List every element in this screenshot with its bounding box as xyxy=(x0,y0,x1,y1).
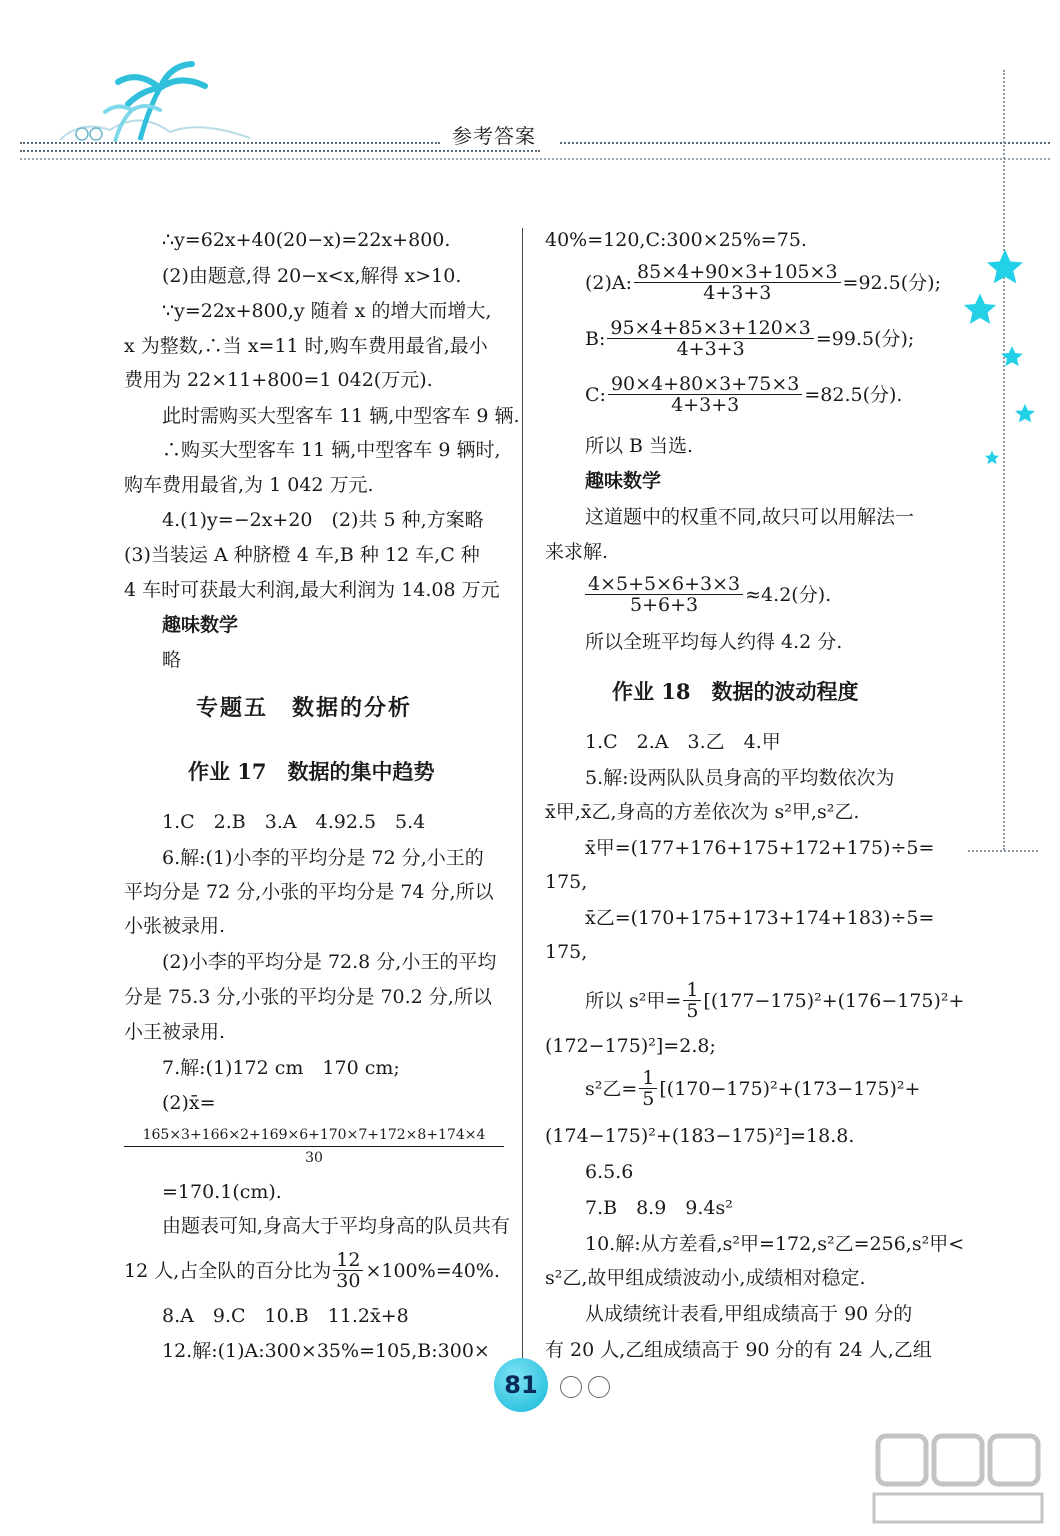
fraction-numerator: 90×4+80×3+75×3 xyxy=(608,374,802,395)
text-line: ∴y=62x+40(20−x)=22x+800. xyxy=(162,229,451,251)
palm-tree-icon xyxy=(20,60,280,150)
assignment-title: 作业 17 数据的集中趋势 xyxy=(188,759,435,784)
text-line: 所以 B 当选. xyxy=(585,435,694,457)
text-line: 40%=120,C:300×25%=75. xyxy=(545,229,807,251)
text-segment: (2)A: xyxy=(585,271,633,294)
formula-line xyxy=(585,374,902,415)
text-segment: C: xyxy=(585,383,606,406)
text-segment: 12 人,占全队的百分比为 xyxy=(124,1259,332,1282)
text-line: 分是 75.3 分,小张的平均分是 70.2 分,所以 xyxy=(124,986,492,1008)
text-line: 小张被录用. xyxy=(124,915,226,937)
text-line: 这道题中的权重不同,故只可以用解法一 xyxy=(585,506,915,528)
text-line: x̄乙=(170+175+173+174+183)÷5= xyxy=(585,907,935,929)
text-line: 购车费用最省,为 1 042 万元. xyxy=(124,474,374,496)
fraction xyxy=(333,1250,363,1291)
text-line: ∴购买大型客车 11 辆,中型客车 9 辆时, xyxy=(162,439,501,461)
text-segment: 所以 s²甲= xyxy=(585,989,682,1012)
text-segment: =82.5(分). xyxy=(804,383,903,406)
answer-line: 1.C 2.B 3.A 4.92.5 5.4 xyxy=(162,811,426,833)
text-line: x̄甲=(177+176+175+172+175)÷5= xyxy=(585,837,935,859)
answer-line: 7.B 8.9 9.4s² xyxy=(585,1197,733,1219)
decorative-ring xyxy=(560,1376,582,1398)
text-line: 费用为 22×11+800=1 042(万元). xyxy=(124,369,433,391)
star-icon xyxy=(1000,345,1024,369)
fraction-denominator: 4+3+3 xyxy=(676,338,745,360)
text-line: ∵y=22x+800,y 随着 x 的增大而增大, xyxy=(162,300,492,322)
text-segment: =99.5(分); xyxy=(815,327,915,350)
answer-line: 1.C 2.A 3.乙 4.甲 xyxy=(585,731,781,753)
text-segment: ×100%=40%. xyxy=(365,1259,500,1282)
star-icon xyxy=(984,450,1000,466)
text-line: 175, xyxy=(545,871,588,893)
fraction-numerator: 85×4+90×3+105×3 xyxy=(634,262,840,283)
fraction xyxy=(634,262,840,303)
text-line: 有 20 人,乙组成绩高于 90 分的有 24 人,乙组 xyxy=(545,1339,932,1361)
watermark-logo xyxy=(868,1428,1048,1528)
fraction xyxy=(585,574,743,615)
answer-line: 6.5.6 xyxy=(585,1161,634,1183)
text-line: 所以全班平均每人约得 4.2 分. xyxy=(585,631,843,653)
text-line: 此时需购买大型客车 11 辆,中型客车 9 辆. xyxy=(162,405,520,427)
text-line: 6.解:(1)小李的平均分是 72 分,小王的 xyxy=(162,847,484,869)
text-line: (3)当装运 A 种脐橙 4 车,B 种 12 车,C 种 xyxy=(124,544,480,566)
text-line: 平均分是 72 分,小张的平均分是 74 分,所以 xyxy=(124,881,494,903)
text-line xyxy=(124,1250,500,1291)
fraction-denominator: 4+3+3 xyxy=(703,282,772,304)
subheading: 趣味数学 xyxy=(585,470,662,492)
star-icon xyxy=(985,248,1025,288)
text-line: s²乙,故甲组成绩波动小,成绩相对稳定. xyxy=(545,1267,866,1289)
text-line: (172−175)²]=2.8; xyxy=(545,1035,716,1057)
text-line: 由题表可知,身高大于平均身高的队员共有 xyxy=(162,1215,511,1237)
text-line: x̄甲,x̄乙,身高的方差依次为 s²甲,s²乙. xyxy=(545,801,860,823)
text-line: 10.解:从方差看,s²甲=172,s²乙=256,s²甲< xyxy=(585,1233,965,1255)
star-icon xyxy=(962,292,998,328)
fraction-numerator: 1 xyxy=(683,980,701,1001)
text-line: 4 车时可获最大利润,最大利润为 14.08 万元 xyxy=(124,579,500,601)
fraction-denominator: 4+3+3 xyxy=(671,394,740,416)
text-line: (2)由题意,得 20−x<x,解得 x>10. xyxy=(162,265,462,287)
fraction-denominator: 5 xyxy=(642,1088,655,1110)
assignment-title: 作业 18 数据的波动程度 xyxy=(612,679,859,704)
decorative-ring xyxy=(588,1376,610,1398)
text-line: 5.解:设两队队员身高的平均数依次为 xyxy=(585,767,895,789)
text-segment: [(177−175)²+(176−175)²+ xyxy=(703,989,965,1012)
formula-line xyxy=(585,1068,920,1109)
text-segment: s²乙= xyxy=(585,1077,638,1100)
section-title: 专题五 数据的分析 xyxy=(196,695,413,721)
text-line: 4.(1)y=−2x+20 (2)共 5 种,方案略 xyxy=(162,509,484,531)
fraction-numerator: 1 xyxy=(639,1068,657,1089)
text-line: 略 xyxy=(162,649,182,671)
text-line: (2)x̄= xyxy=(162,1092,216,1114)
text-line: 来求解. xyxy=(545,541,609,563)
fraction-numerator: 12 xyxy=(333,1250,363,1271)
fraction-numerator: 95×4+85×3+120×3 xyxy=(607,318,813,339)
text-line: 175, xyxy=(545,941,588,963)
fraction-denominator: 5 xyxy=(686,1000,699,1022)
text-line: (2)小李的平均分是 72.8 分,小王的平均 xyxy=(162,951,497,973)
fraction-denominator: 30 xyxy=(305,1150,323,1166)
subheading: 趣味数学 xyxy=(162,614,239,636)
text-segment: [(170−175)²+(173−175)²+ xyxy=(659,1077,921,1100)
formula-line xyxy=(585,318,914,359)
formula-line xyxy=(585,574,831,615)
fraction xyxy=(639,1068,657,1109)
page-header-title: 参考答案 xyxy=(452,124,536,148)
star-icon xyxy=(1014,403,1036,425)
text-segment: B: xyxy=(585,327,606,350)
fraction xyxy=(607,318,813,359)
text-segment: ≈4.2(分). xyxy=(745,583,832,606)
page-number: 81 xyxy=(494,1358,548,1412)
fraction-numerator: 165×3+166×2+169×6+170×7+172×8+174×4 xyxy=(124,1124,504,1147)
fraction-numerator: 4×5+5×6+3×3 xyxy=(585,574,743,595)
text-segment: =92.5(分); xyxy=(842,271,941,294)
answer-line: 8.A 9.C 10.B 11.2x̄+8 xyxy=(162,1305,409,1327)
text-line: 7.解:(1)172 cm 170 cm; xyxy=(162,1057,400,1079)
formula-line xyxy=(585,262,941,303)
formula-line xyxy=(585,980,964,1021)
fraction-denominator: 5+6+3 xyxy=(630,594,699,616)
text-line: x 为整数,∴当 x=11 时,购车费用最省,最小 xyxy=(124,335,488,357)
fraction xyxy=(683,980,701,1021)
text-line: 从成绩统计表看,甲组成绩高于 90 分的 xyxy=(585,1303,913,1325)
text-line: =170.1(cm). xyxy=(162,1181,282,1203)
text-line: 12.解:(1)A:300×35%=105,B:300× xyxy=(162,1340,490,1362)
text-line: 小王被录用. xyxy=(124,1021,226,1043)
fraction xyxy=(608,374,802,415)
fraction-denominator: 30 xyxy=(336,1270,361,1292)
text-line: (174−175)²+(183−175)²]=18.8. xyxy=(545,1125,855,1147)
